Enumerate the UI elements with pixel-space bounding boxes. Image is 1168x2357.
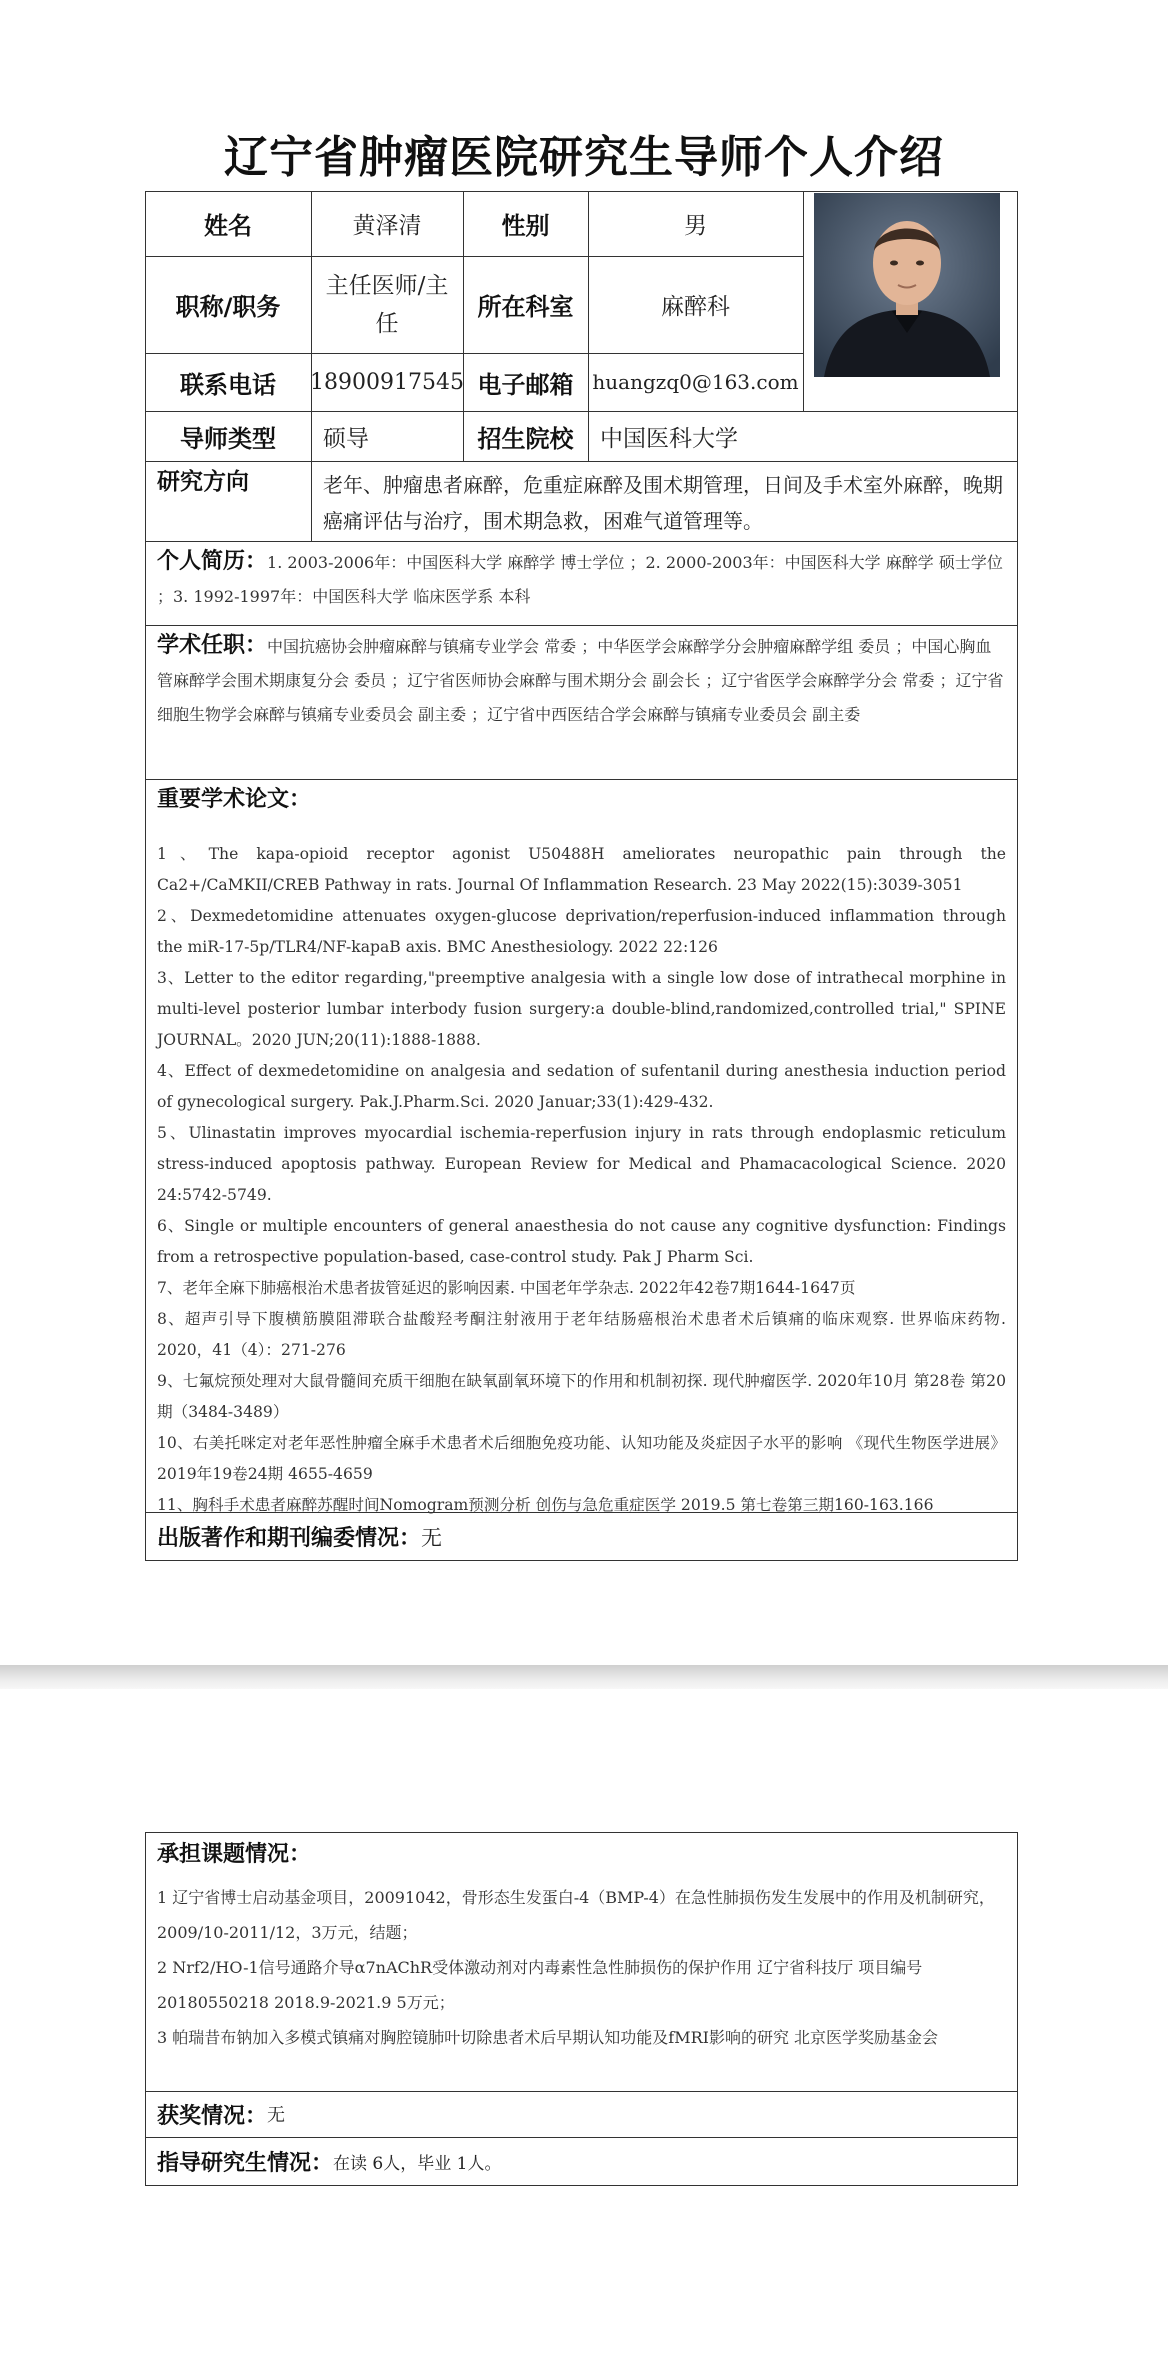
paper-item: 8、超声引导下腹横筋膜阻滞联合盐酸羟考酮注射液用于老年结肠癌根治术患者术后镇痛的临床观察. 世界临床药物. 2020，41（4）：271-276 bbox=[157, 1310, 1006, 1359]
students-label: 指导研究生情况： bbox=[157, 2151, 334, 2176]
paper-item: 9、七氟烷预处理对大鼠骨髓间充质干细胞在缺氧副氧环境下的作用和机制初探. 现代肿瘤医学. 2020年10月 第28卷 第20期（3484-3489） bbox=[157, 1372, 1006, 1421]
type-value: 硕导 bbox=[323, 425, 369, 452]
paper-item: 7、老年全麻下肺癌根治术患者拔管延迟的影响因素. 中国老年学杂志. 2022年42卷7期1644-1647页 bbox=[157, 1279, 856, 1297]
paper-item: 11、胸科手术患者麻醉苏醒时间Nomogram预测分析 创伤与急危重症医学 2019.5 第七卷第三期160-163.166 bbox=[157, 1496, 934, 1514]
title-value: 主任医师/主任 bbox=[325, 272, 449, 337]
paper-item: 2、Dexmedetomidine attenuates oxygen-glucose deprivation/reperfusion-induced inflammation through the miR-17-5p/TLR4/NF-kapaB axis. BMC Anesthesiology. 2022 22:126 bbox=[157, 907, 1006, 956]
phone-value: 18900917545 bbox=[310, 369, 464, 395]
col-divider bbox=[803, 191, 804, 411]
school-value: 中国医科大学 bbox=[600, 425, 738, 452]
academic-label: 学术任职： bbox=[157, 633, 268, 658]
paper-item: 3、Letter to the editor regarding,"preemptive analgesia with a single low dose of intrathecal morphine in multi-level posterior lumbar interbody fusion surgery:a double-blind,randomized,controlled trial," SPINE JOURNAL。2020 JUN;20(11):1888-1888. bbox=[157, 969, 1006, 1049]
gender-value: 男 bbox=[684, 213, 707, 239]
paper-item: 6、Single or multiple encounters of general anaesthesia do not cause any cognitive dysfunction: Findings from a retrospective population-based, case-control study. Pak J Pharm Sci. bbox=[157, 1217, 1006, 1266]
awards-section bbox=[145, 2091, 1018, 2137]
awards-label: 获奖情况： bbox=[157, 2103, 268, 2129]
title-label: 职称/职务 bbox=[175, 293, 281, 321]
page-title: 辽宁省肿瘤医院研究生导师个人介绍 bbox=[224, 132, 944, 183]
papers-section bbox=[145, 779, 1018, 1512]
projects-label: 承担课题情况： bbox=[157, 1842, 312, 1867]
portrait-photo bbox=[814, 193, 1000, 377]
phone-label: 联系电话 bbox=[180, 370, 276, 399]
type-label: 导师类型 bbox=[180, 424, 276, 453]
academic-section bbox=[145, 625, 1018, 779]
paper-item: 5、Ulinastatin improves myocardial ischemia-reperfusion injury in rats through endoplasmic reticulum stress-induced apoptosis pathway. European Review for Medical and Phamacacological Science. 2020 24:5742-5749. bbox=[157, 1124, 1006, 1204]
students-section bbox=[145, 2137, 1018, 2186]
publish-value: 无 bbox=[421, 1525, 443, 1550]
project-item: 2 Nrf2/HO-1信号通路介导α7nAChR受体激动剂对内毒素性急性肺损伤的保护作用 辽宁省科技厅 项目编号 20180550218 2018.9-2021.9 5万元； bbox=[157, 1958, 923, 2012]
publish-label: 出版著作和期刊编委情况： bbox=[157, 1526, 422, 1551]
resume-section bbox=[145, 541, 1018, 625]
paper-item: 10、右美托咪定对老年恶性肿瘤全麻手术患者术后细胞免疫功能、认知功能及炎症因子水平的影响 《现代生物医学进展》 2019年19卷24期 4655-4659 bbox=[157, 1434, 1006, 1483]
email-label: 电子邮箱 bbox=[477, 370, 574, 399]
papers-label: 重要学术论文： bbox=[157, 787, 312, 812]
academic-text: 中国抗癌协会肿瘤麻醉与镇痛专业学会 常委 ；中华医学会麻醉学分会肿瘤麻醉学组 委员 ；中国心胸血管麻醉学会围术期康复分会 委员 ；辽宁省医师协会麻醉与围术期分会 副会长 ；辽宁省医学会麻醉学分会 常委 ；辽宁省细胞生物学会麻醉与镇痛专业委员会 副主委 ；辽宁省中西医结合学会麻醉与镇痛专业委员会 副主委 bbox=[157, 637, 1004, 724]
students-value: 在读 6人，毕业 1人。 bbox=[333, 2154, 502, 2174]
paper-item: 1、The kapa-opioid receptor agonist U50488H ameliorates neuropathic pain through the Ca2+/CaMKII/CREB Pathway in rats. Journal Of Inflammation Research. 23 May 2022(15):3039-3051 bbox=[157, 845, 1006, 894]
projects-section bbox=[145, 1832, 1018, 2091]
dept-value: 麻醉科 bbox=[661, 294, 730, 320]
dept-label: 所在科室 bbox=[477, 293, 574, 321]
awards-value: 无 bbox=[267, 2105, 286, 2126]
gender-label: 性别 bbox=[501, 212, 550, 240]
resume-label: 个人简历： bbox=[157, 549, 268, 574]
paper-item: 4、Effect of dexmedetomidine on analgesia and sedation of sufentanil during anesthesia induction period of gynecological surgery. Pak.J.Pharm.Sci. 2020 Januar;33(1):429-432. bbox=[157, 1062, 1006, 1111]
project-item: 1 辽宁省博士启动基金项目，20091042，骨形态生发蛋白-4（BMP-4）在急性肺损伤发生发展中的作用及机制研究，2009/10-2011/12，3万元，结题； bbox=[157, 1888, 995, 1942]
project-item: 3 帕瑞昔布钠加入多模式镇痛对胸腔镜肺叶切除患者术后早期认知功能及fMRI影响的研究 北京医学奖励基金会 bbox=[157, 2028, 939, 2047]
research-label: 研究方向 bbox=[157, 469, 249, 495]
email-value: huangzq0@163.com bbox=[592, 370, 799, 394]
page-break bbox=[0, 1665, 1168, 1689]
school-label: 招生院校 bbox=[477, 424, 574, 453]
resume-text: 1. 2003-2006年：中国医科大学 麻醉学 博士学位 ；2. 2000-2003年：中国医科大学 麻醉学 硕士学位 ；3. 1992-1997年：中国医科大学 临床医学系 本科 bbox=[157, 553, 1003, 606]
name-value: 黄泽清 bbox=[352, 213, 422, 239]
name-label: 姓名 bbox=[204, 212, 252, 240]
research-value: 老年、肿瘤患者麻醉，危重症麻醉及围术期管理，日间及手术室外麻醉，晚期癌痛评估与治疗，围术期急救，困难气道管理等。 bbox=[323, 473, 1003, 533]
publish-section bbox=[145, 1512, 1018, 1561]
